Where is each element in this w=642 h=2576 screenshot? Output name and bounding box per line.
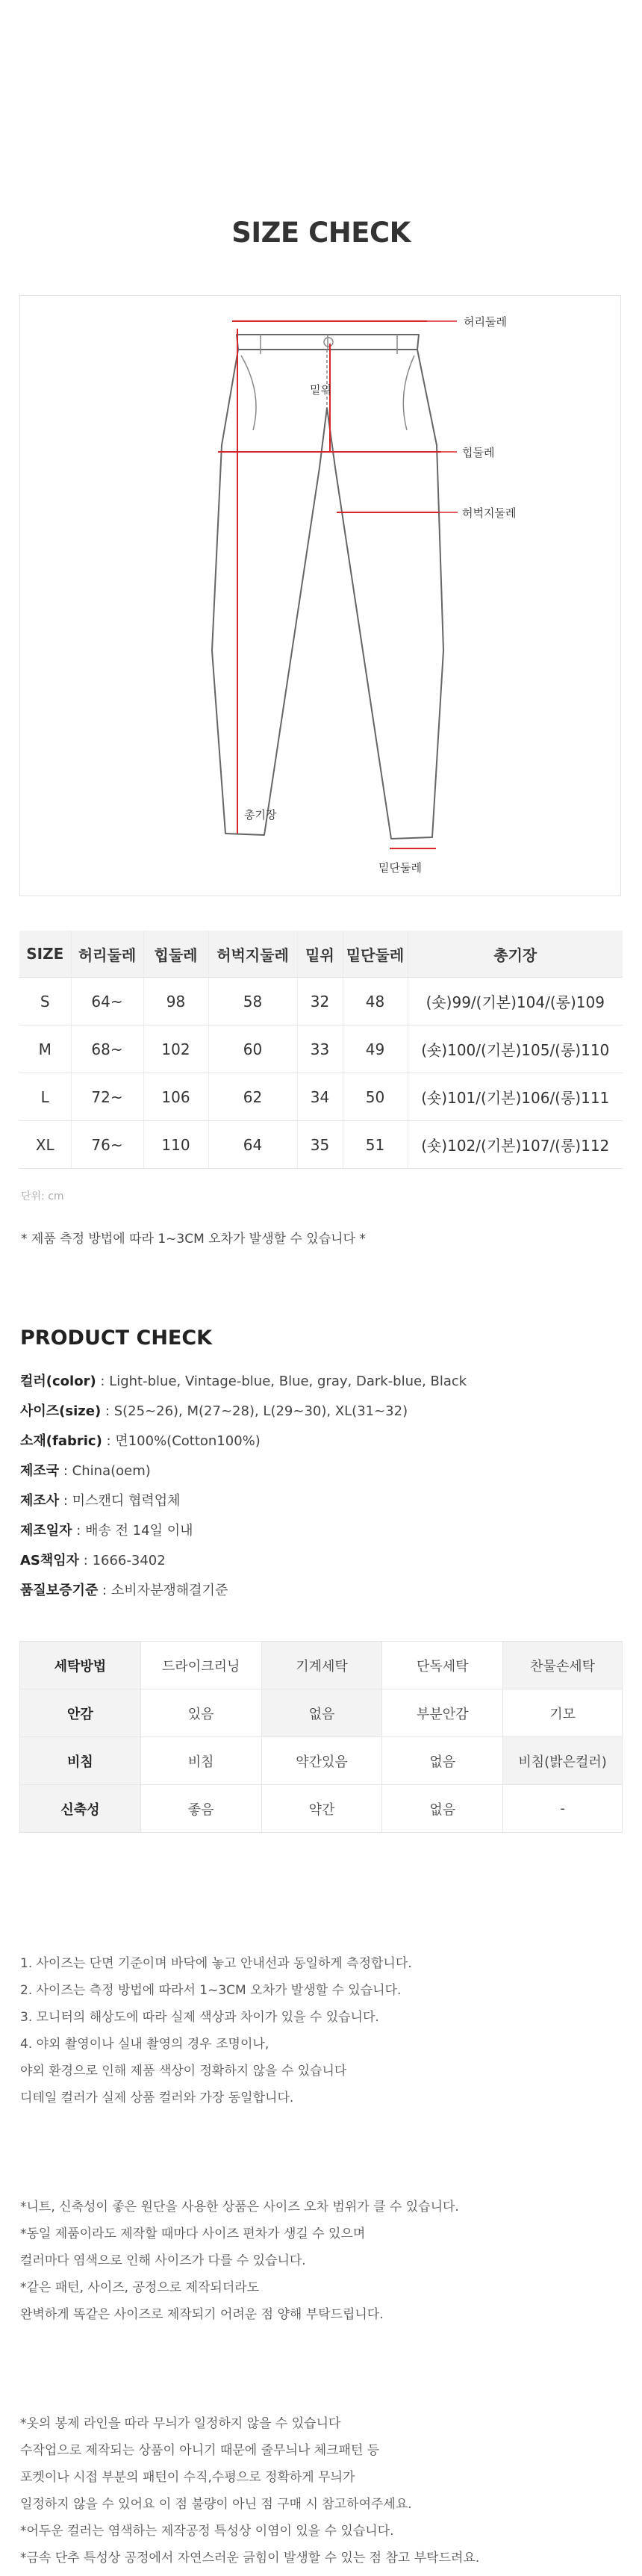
hem-label: 밑단둘레 <box>378 861 422 875</box>
info-label: 소재(fabric) <box>20 1433 102 1449</box>
info-label: 컬러(color) <box>20 1374 96 1389</box>
care-row-header: 비침 <box>20 1737 141 1785</box>
size-cell: 110 <box>143 1121 208 1169</box>
info-label: 사이즈(size) <box>20 1403 102 1419</box>
notice-line: 야외 환경으로 인해 제품 색상이 정확하지 않을 수 있습니다 <box>20 2064 347 2079</box>
notice-line: 4. 야외 촬영이나 실내 촬영의 경우 조명이나, <box>20 2037 269 2052</box>
care-cell: 부분안감 <box>382 1689 503 1737</box>
size-cell: 32 <box>297 978 343 1025</box>
thigh-label: 허벅지둘레 <box>462 506 517 520</box>
size-header-cell: 허벅지둘레 <box>208 931 297 978</box>
care-cell: 기모 <box>503 1689 623 1737</box>
size-table <box>19 931 623 1169</box>
size-header-cell: 힙둘레 <box>143 931 208 978</box>
size-cell: S <box>19 978 71 1025</box>
notice-block-1 <box>20 1950 412 2111</box>
notice-line: 1. 사이즈는 단면 기준이며 바닥에 놓고 안내선과 동일하게 측정합니다. <box>20 1956 412 1971</box>
table-row <box>19 1073 623 1121</box>
list-item <box>20 1576 467 1606</box>
notice-line: *금속 단추 특성상 공정에서 자연스러운 긁힘이 발생할 수 있는 점 참고 부탁드려요. <box>20 2551 480 2566</box>
care-cell-selected: 비침(밝은컬러) <box>503 1737 623 1785</box>
info-value: : 1666-3402 <box>79 1553 166 1568</box>
size-cell: (숏)102/(기본)107/(롱)112 <box>408 1121 623 1169</box>
length-label: 총기장 <box>244 808 277 822</box>
list-item <box>20 1516 467 1546</box>
care-cell: 없음 <box>382 1785 503 1833</box>
size-cell: (숏)100/(기본)105/(롱)110 <box>408 1025 623 1073</box>
size-header-cell: 밑위 <box>297 931 343 978</box>
notice-line: 2. 사이즈는 측정 방법에 따라서 1~3CM 오차가 발생할 수 있습니다. <box>20 1983 402 1998</box>
notice-line: *동일 제품이라도 제작할 때마다 사이즈 편차가 생길 수 있으며 <box>20 2226 366 2241</box>
unit-label: 단위: cm <box>21 1191 64 1202</box>
size-cell: 72~ <box>71 1073 143 1121</box>
notice-line: 수작업으로 제작되는 상품이 아니기 때문에 줄무늬나 체크패턴 등 <box>20 2443 380 2458</box>
product-info-list <box>20 1367 467 1606</box>
info-label: AS책임자 <box>20 1553 80 1568</box>
size-table-header <box>19 931 623 978</box>
notice-line: 디테일 컬러가 실제 상품 컬러와 가장 동일합니다. <box>20 2091 294 2105</box>
size-cell: 68~ <box>71 1025 143 1073</box>
care-cell-selected: 없음 <box>261 1689 382 1737</box>
measurement-lines <box>218 321 441 848</box>
size-header-cell: 밑단둘레 <box>343 931 408 978</box>
info-label: 품질보증기준 <box>20 1583 99 1598</box>
list-item <box>20 1397 467 1427</box>
care-cell-selected: 기계세탁 <box>261 1642 382 1689</box>
size-cell: 60 <box>208 1025 297 1073</box>
care-cell: 약간있음 <box>261 1737 382 1785</box>
size-check-title: SIZE CHECK <box>231 217 411 249</box>
table-row <box>19 1121 623 1169</box>
info-value: : 소비자분쟁해결기준 <box>98 1583 228 1598</box>
care-cell: 좋음 <box>140 1785 261 1833</box>
info-value: : S(25~26), M(27~28), L(29~30), XL(31~32) <box>101 1403 408 1419</box>
notice-block-2 <box>20 2194 459 2328</box>
info-value: : China(oem) <box>59 1463 151 1479</box>
size-header-cell: 허리둘레 <box>71 931 143 978</box>
size-header-cell: SIZE <box>19 931 71 978</box>
size-cell: 35 <box>297 1121 343 1169</box>
care-row-header: 신축성 <box>20 1785 141 1833</box>
size-cell: (숏)99/(기본)104/(롱)109 <box>408 978 623 1025</box>
table-row <box>19 978 623 1025</box>
info-label: 제조국 <box>20 1463 60 1479</box>
size-cell: XL <box>19 1121 71 1169</box>
size-cell: L <box>19 1073 71 1121</box>
list-item <box>20 1486 467 1516</box>
notice-block-3 <box>20 2410 479 2572</box>
notice-line: 3. 모니터의 해상도에 따라 실제 색상과 차이가 있을 수 있습니다. <box>20 2010 379 2025</box>
size-diagram <box>19 295 621 896</box>
list-item <box>20 1546 467 1576</box>
size-cell: 98 <box>143 978 208 1025</box>
size-cell: 102 <box>143 1025 208 1073</box>
notice-line: 완벽하게 똑같은 사이즈로 제작되기 어려운 점 양해 부탁드립니다. <box>20 2307 384 2322</box>
care-cell: 약간 <box>261 1785 382 1833</box>
table-row <box>19 1025 623 1073</box>
care-cell: 있음 <box>140 1689 261 1737</box>
notice-line: *같은 패턴, 사이즈, 공정으로 제작되더라도 <box>20 2280 260 2295</box>
list-item <box>20 1367 467 1397</box>
care-cell: 단독세탁 <box>382 1642 503 1689</box>
size-cell: 64~ <box>71 978 143 1025</box>
table-row <box>20 1737 623 1785</box>
notice-line: 일정하지 않을 수 있어요 이 점 불량이 아닌 점 구매 시 참고하여주세요. <box>20 2497 412 2512</box>
care-cell-selected: 찬물손세탁 <box>503 1642 623 1689</box>
size-cell: 50 <box>343 1073 408 1121</box>
list-item <box>20 1456 467 1486</box>
size-cell: 49 <box>343 1025 408 1073</box>
info-value: : 배송 전 14일 이내 <box>72 1523 193 1539</box>
size-cell: 33 <box>297 1025 343 1073</box>
info-value: : 미스캔디 협력업체 <box>59 1493 181 1509</box>
care-row-header: 세탁방법 <box>20 1642 141 1689</box>
size-cell: 58 <box>208 978 297 1025</box>
rise-label: 밑위 <box>310 383 331 397</box>
size-cell: 106 <box>143 1073 208 1121</box>
size-cell: 64 <box>208 1121 297 1169</box>
table-row <box>20 1642 623 1689</box>
care-cell: 비침 <box>140 1737 261 1785</box>
care-table <box>19 1641 623 1833</box>
size-cell: 48 <box>343 978 408 1025</box>
notice-line: *어두운 컬러는 염색하는 제작공정 특성상 이염이 있을 수 있습니다. <box>20 2524 394 2539</box>
care-cell: 드라이크리닝 <box>140 1642 261 1689</box>
care-cell: - <box>503 1785 623 1833</box>
notice-line: *옷의 봉제 라인을 따라 무늬가 일정하지 않을 수 있습니다 <box>20 2416 341 2431</box>
table-row <box>20 1785 623 1833</box>
info-value: : Light-blue, Vintage-blue, Blue, gray, Dark-blue, Black <box>96 1374 467 1389</box>
size-cell: 51 <box>343 1121 408 1169</box>
waist-label: 허리둘레 <box>464 315 507 329</box>
notice-line: *니트, 신축성이 좋은 원단을 사용한 상품은 사이즈 오차 범위가 클 수 있습니다. <box>20 2200 459 2215</box>
size-cell: 76~ <box>71 1121 143 1169</box>
size-header-cell: 총기장 <box>408 931 623 978</box>
size-cell: (숏)101/(기본)106/(롱)111 <box>408 1073 623 1121</box>
info-label: 제조일자 <box>20 1523 72 1539</box>
info-label: 제조사 <box>20 1493 60 1509</box>
info-value: : 면100%(Cotton100%) <box>102 1433 261 1449</box>
care-row-header: 안감 <box>20 1689 141 1737</box>
product-check-title: PRODUCT CHECK <box>20 1326 213 1350</box>
size-cell: M <box>19 1025 71 1073</box>
notice-line: 컬러마다 염색으로 인해 사이즈가 다를 수 있습니다. <box>20 2253 306 2268</box>
size-cell: 62 <box>208 1073 297 1121</box>
hip-label: 힙둘레 <box>462 446 495 459</box>
table-row <box>20 1689 623 1737</box>
notice-line: 포켓이나 시접 부분의 패턴이 수직,수평으로 정확하게 무늬가 <box>20 2470 355 2485</box>
list-item <box>20 1427 467 1456</box>
care-cell: 없음 <box>382 1737 503 1785</box>
measure-note: * 제품 측정 방법에 따라 1~3CM 오차가 발생할 수 있습니다 * <box>21 1232 366 1247</box>
pants-outline <box>212 335 443 839</box>
size-cell: 34 <box>297 1073 343 1121</box>
